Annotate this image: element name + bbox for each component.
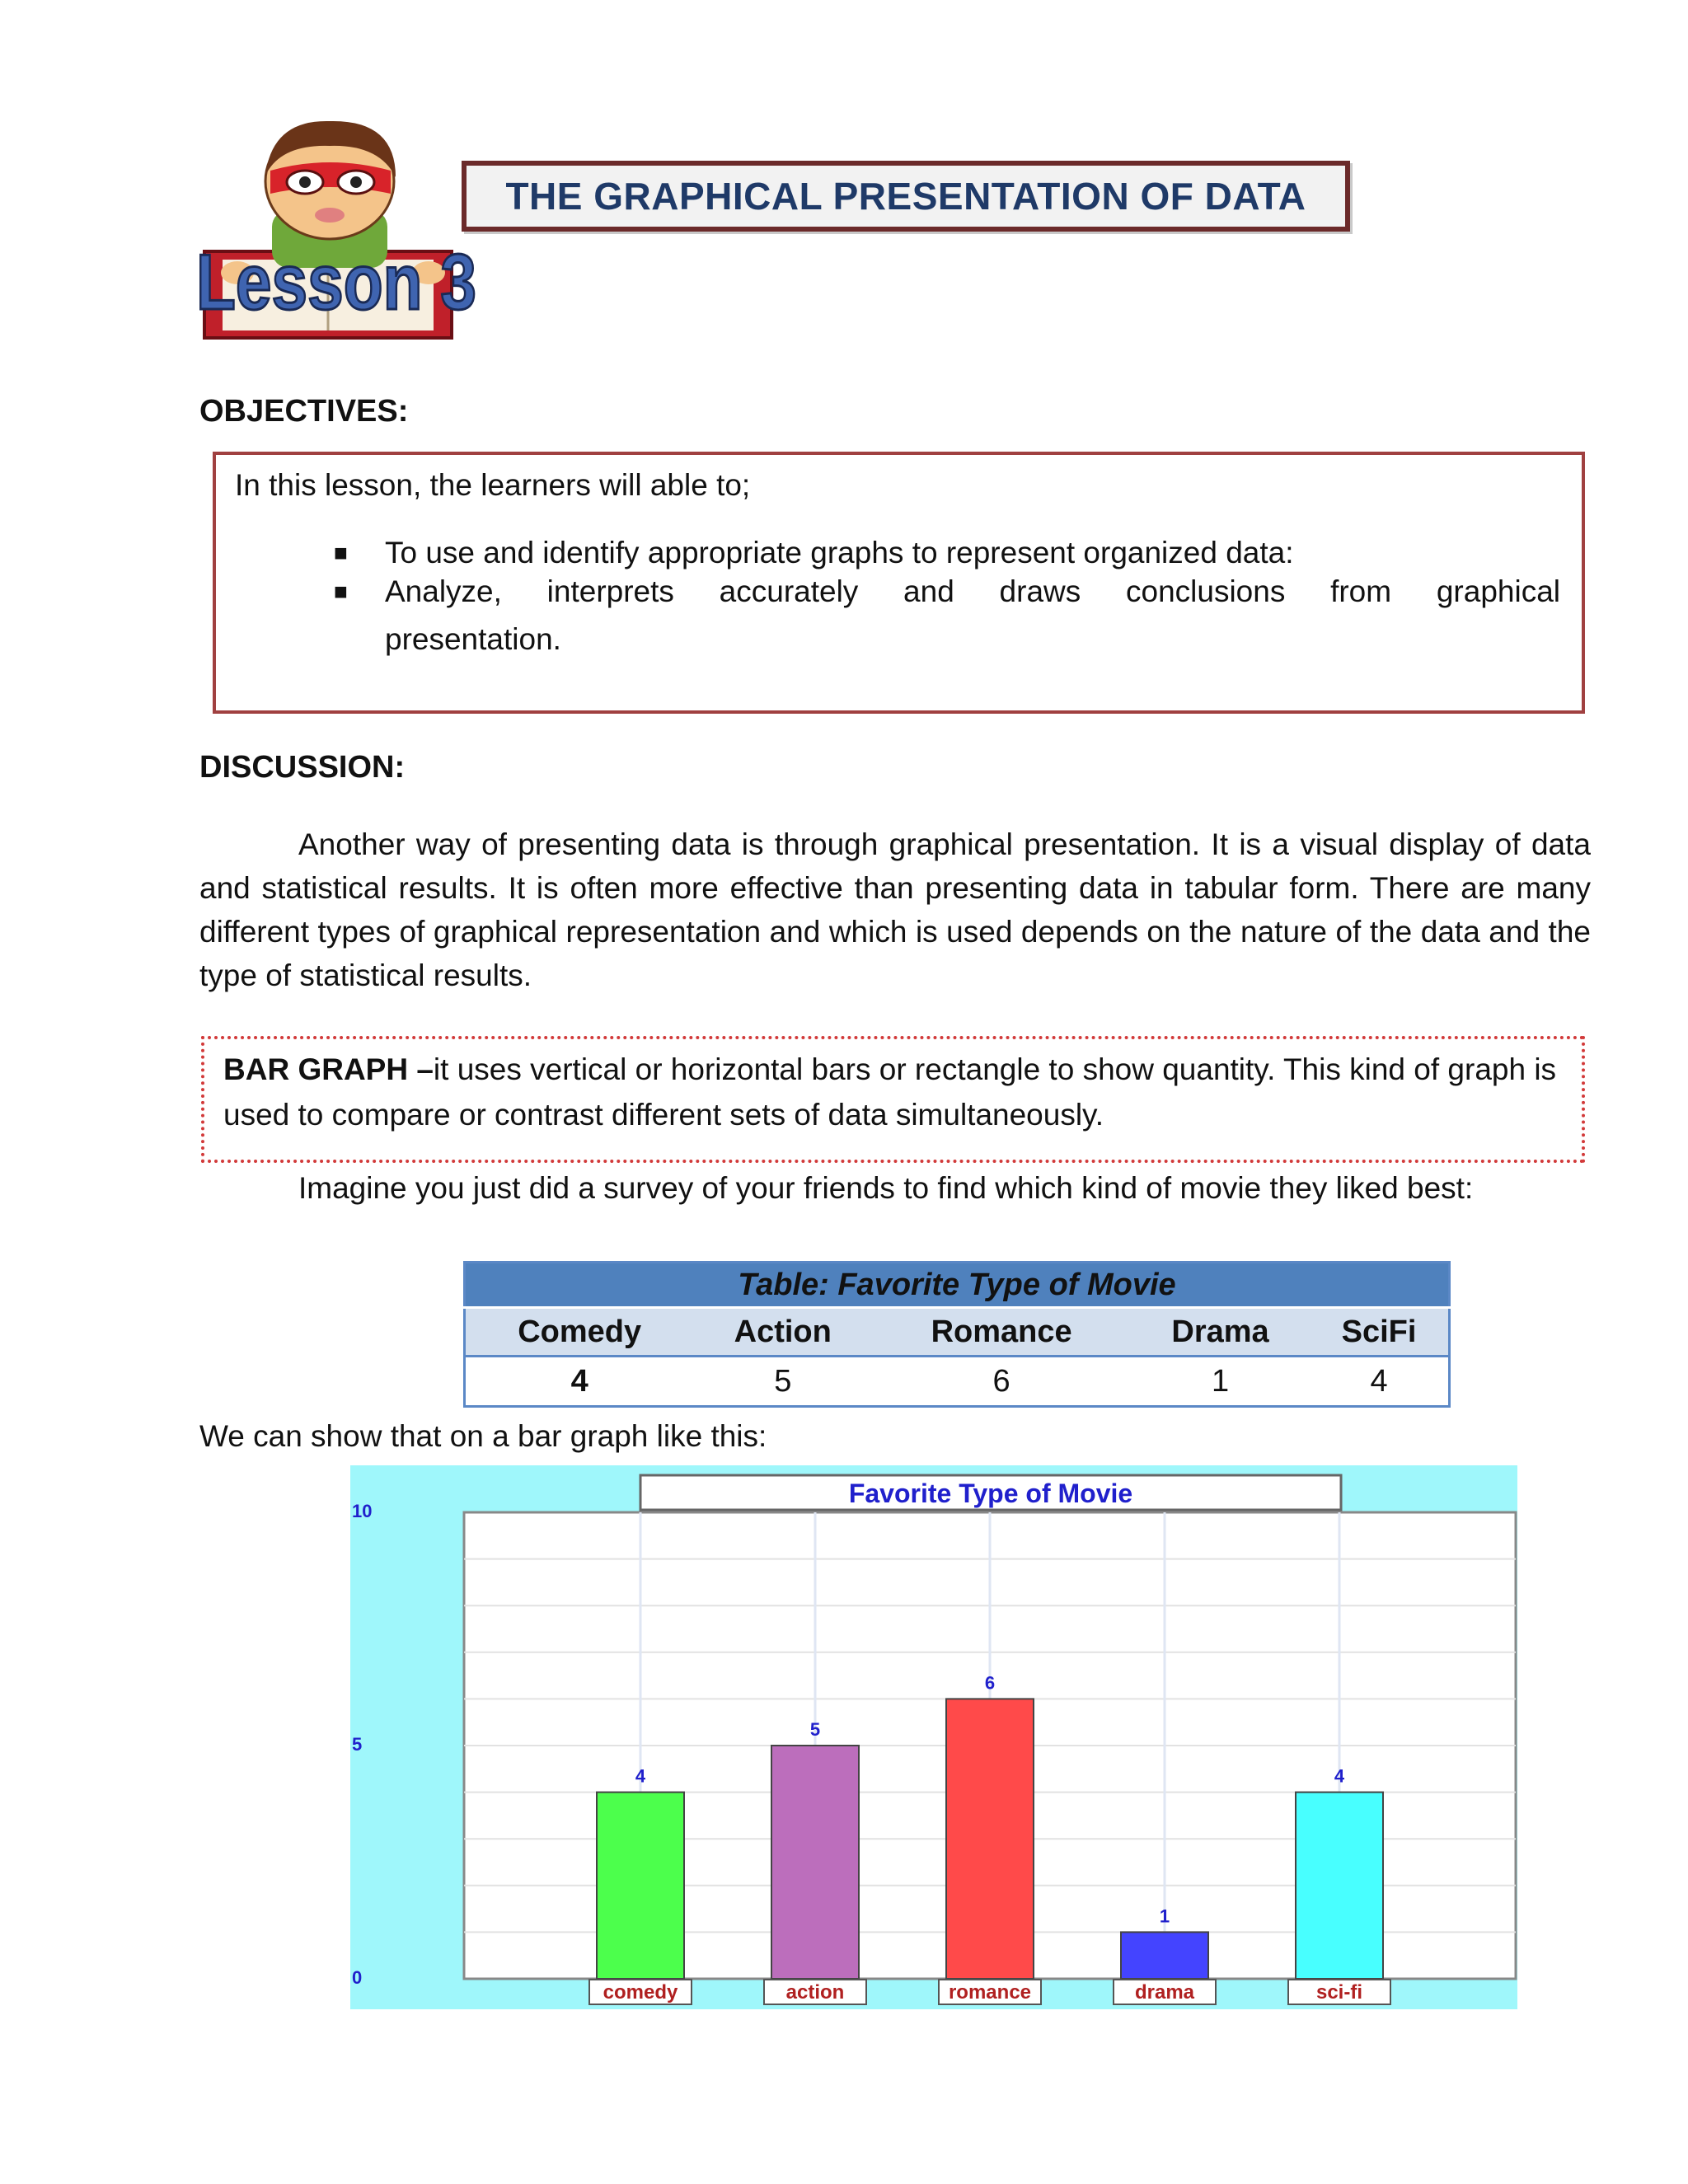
bar-graph-term: BAR GRAPH – (223, 1052, 434, 1086)
table-header-cell: Drama (1131, 1308, 1310, 1357)
objectives-heading: OBJECTIVES: (199, 394, 409, 429)
bar-graph-intro-text: We can show that on a bar graph like this: (199, 1419, 767, 1453)
discussion-paragraph: Another way of presenting data is through graphical presentation. It is a visual display of data and statistical results. It is often more effective than presenting data in tabular form. There are many different types of graphical representation and which is used depends on the nature of the data and the type of statistical results. (199, 827, 1591, 992)
lesson-title-box (462, 161, 1350, 232)
table-value-cell: 5 (693, 1357, 872, 1407)
y-tick-label: 0 (352, 1967, 363, 1988)
bar (1121, 1932, 1208, 1979)
objective-item: Analyze, interprets accurately and draws conclusions from graphical (385, 574, 1560, 608)
category-label: sci-fi (1315, 1981, 1363, 2004)
discussion-heading: DISCUSSION: (199, 750, 406, 785)
y-tick-label: 10 (352, 1501, 373, 1521)
table-value-cell: 4 (465, 1357, 694, 1407)
table-header-cell: SciFi (1310, 1308, 1449, 1357)
bar-value-label: 6 (984, 1672, 996, 1694)
lesson-title: THE GRAPHICAL PRESENTATION OF DATA (505, 175, 1306, 218)
lesson-mascot-illustration (190, 111, 478, 350)
favorite-movie-bar-chart (350, 1465, 1517, 2009)
table-caption: Table: Favorite Type of Movie (465, 1263, 1450, 1308)
table-value-cell: 1 (1131, 1357, 1310, 1407)
table-header-cell: Comedy (465, 1308, 694, 1357)
survey-text: Imagine you just did a survey of your friends to find which kind of movie they liked best: (298, 1171, 1474, 1205)
table-value-cell: 4 (1310, 1357, 1449, 1407)
table-value-cell: 6 (872, 1357, 1131, 1407)
favorite-movie-table (463, 1261, 1451, 1408)
lesson-badge-text: Lesson 3 (196, 238, 476, 326)
bullet-icon: ■ (334, 540, 348, 565)
category-label: comedy (603, 1981, 678, 2004)
objectives-intro: In this lesson, the learners will able to; (235, 468, 751, 502)
bar (771, 1746, 859, 1979)
bar (1296, 1793, 1383, 1979)
objective-item: To use and identify appropriate graphs to represent organized data: (385, 536, 1294, 569)
y-tick-label: 5 (352, 1734, 363, 1755)
bar-value-label: 1 (1159, 1905, 1170, 1927)
bar-value-label: 5 (809, 1719, 821, 1740)
bar (597, 1793, 684, 1979)
objective-item-continuation: presentation. (385, 622, 561, 656)
bar-graph-definition-text: it uses vertical or horizontal bars or rectangle to show quantity. This kind of graph is used to compare or contrast different sets of data simultaneously. (223, 1052, 1557, 1132)
category-label: romance (948, 1981, 1032, 2004)
bar-value-label: 4 (1334, 1765, 1345, 1787)
bullet-icon: ■ (334, 579, 348, 604)
table-header-cell: Action (693, 1308, 872, 1357)
category-label: drama (1134, 1981, 1195, 2004)
bar (946, 1699, 1034, 1979)
bar-graph-definition (223, 1047, 1563, 1137)
table-header-cell: Romance (872, 1308, 1131, 1357)
chart-title: Favorite Type of Movie (848, 1479, 1133, 1508)
bar-value-label: 4 (635, 1765, 646, 1787)
category-label: action (785, 1981, 845, 2004)
